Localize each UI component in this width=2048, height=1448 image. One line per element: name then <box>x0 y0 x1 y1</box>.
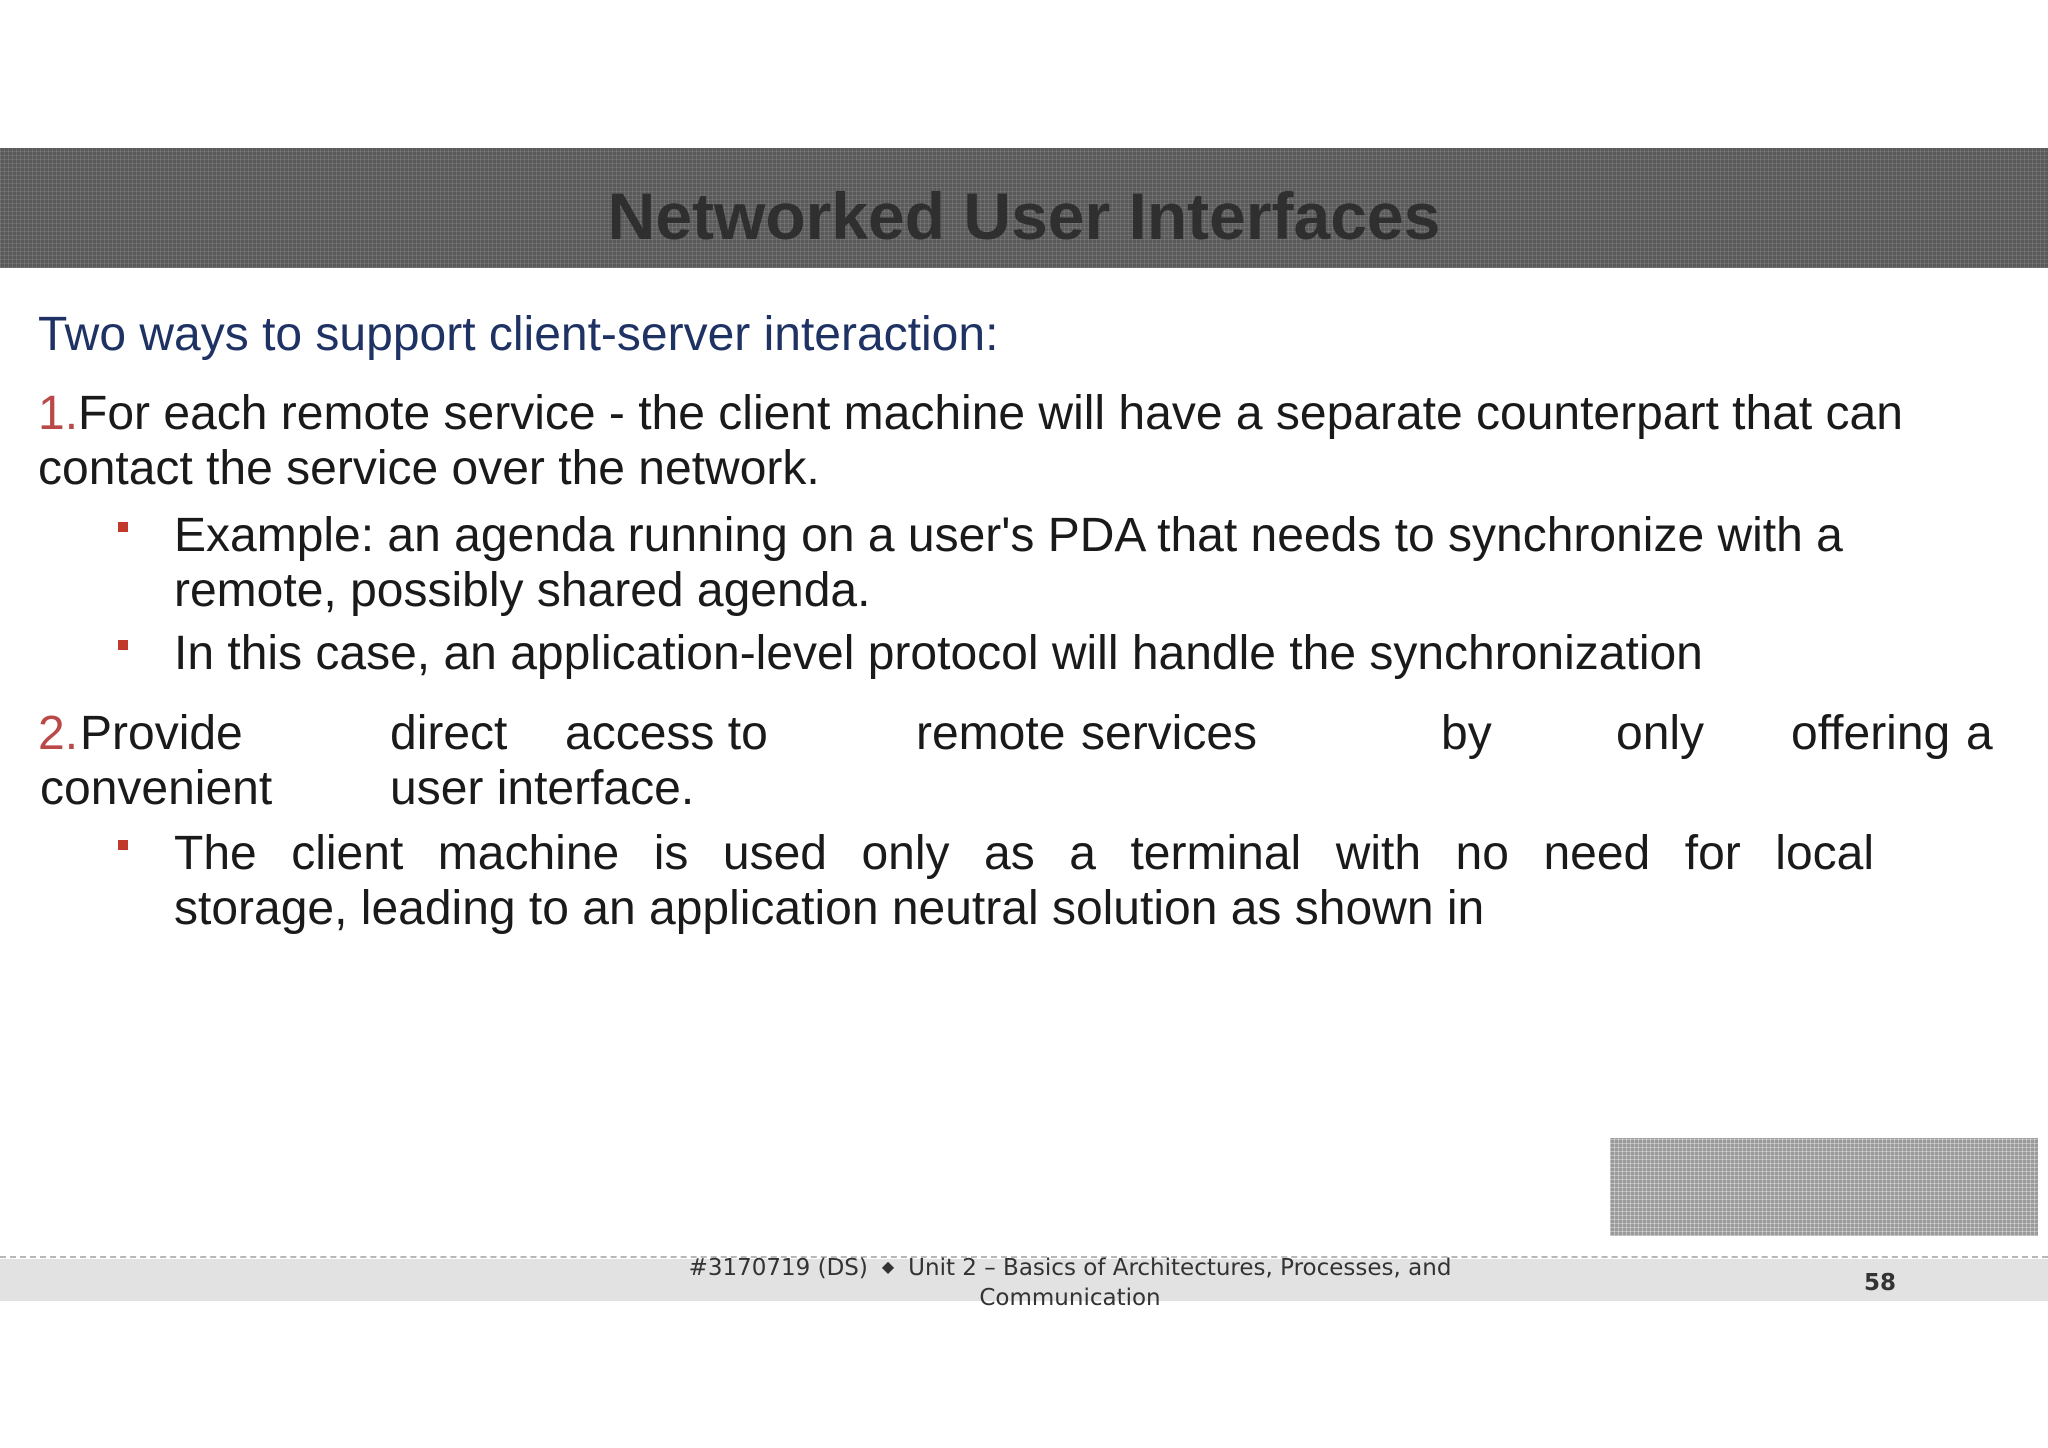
point-2-word: remote <box>916 707 1066 760</box>
point-1 <box>38 386 1998 496</box>
footer-course: #3170719 (DS) <box>688 1255 868 1281</box>
point-2-word: access to <box>565 707 768 760</box>
point-1-number: 1. <box>38 387 79 440</box>
page-number: 58 <box>1863 1270 1896 1296</box>
point-1-bullet-2: In this case, an application-level protocol will handle the synchronization <box>174 627 1703 680</box>
point-2-word: convenient <box>40 762 273 815</box>
point-2-word: by <box>1441 707 1492 760</box>
intro-text: Two ways to support client-server interaction: <box>38 308 999 361</box>
point-2-word: services <box>1081 707 1258 760</box>
point-1-text: For each remote service - the client machine will have a separate counterpart that can contact the service over the network. <box>38 387 1903 495</box>
point-2 <box>38 706 1998 816</box>
footer-unit-line-1: Unit 2 – Basics of Architectures, Processes, and <box>908 1255 1452 1281</box>
diamond-icon: ◆ <box>881 1257 895 1276</box>
slide-title: Networked User Interfaces <box>607 179 1441 253</box>
footer-unit-line-2: Communication <box>979 1285 1161 1311</box>
point-2-word: Provide <box>80 707 243 760</box>
point-2-word: user interface. <box>390 762 695 815</box>
point-2-word: offering <box>1791 707 1951 760</box>
point-2-bullet-1 <box>174 826 1874 936</box>
bullet-square-icon <box>118 522 128 532</box>
point-2-bullet-1-line-2: storage, leading to an application neutral solution as shown in <box>174 882 1485 935</box>
point-2-number: 2. <box>38 707 79 760</box>
footer-text <box>600 1252 1540 1313</box>
bullet-square-icon <box>118 840 128 850</box>
point-2-bullet-1-line-1: The client machine is used only as a terminal with no need for local <box>174 827 1874 880</box>
point-2-word: a <box>1966 707 1993 760</box>
point-2-word: direct <box>390 707 508 760</box>
point-2-word: only <box>1616 707 1705 760</box>
point-1-bullet-1: Example: an agenda running on a user's PDA that needs to synchronize with a remote, possibly shared agenda. <box>174 509 1843 617</box>
bullet-square-icon <box>118 640 128 650</box>
thumbnail-placeholder <box>1610 1138 2038 1236</box>
